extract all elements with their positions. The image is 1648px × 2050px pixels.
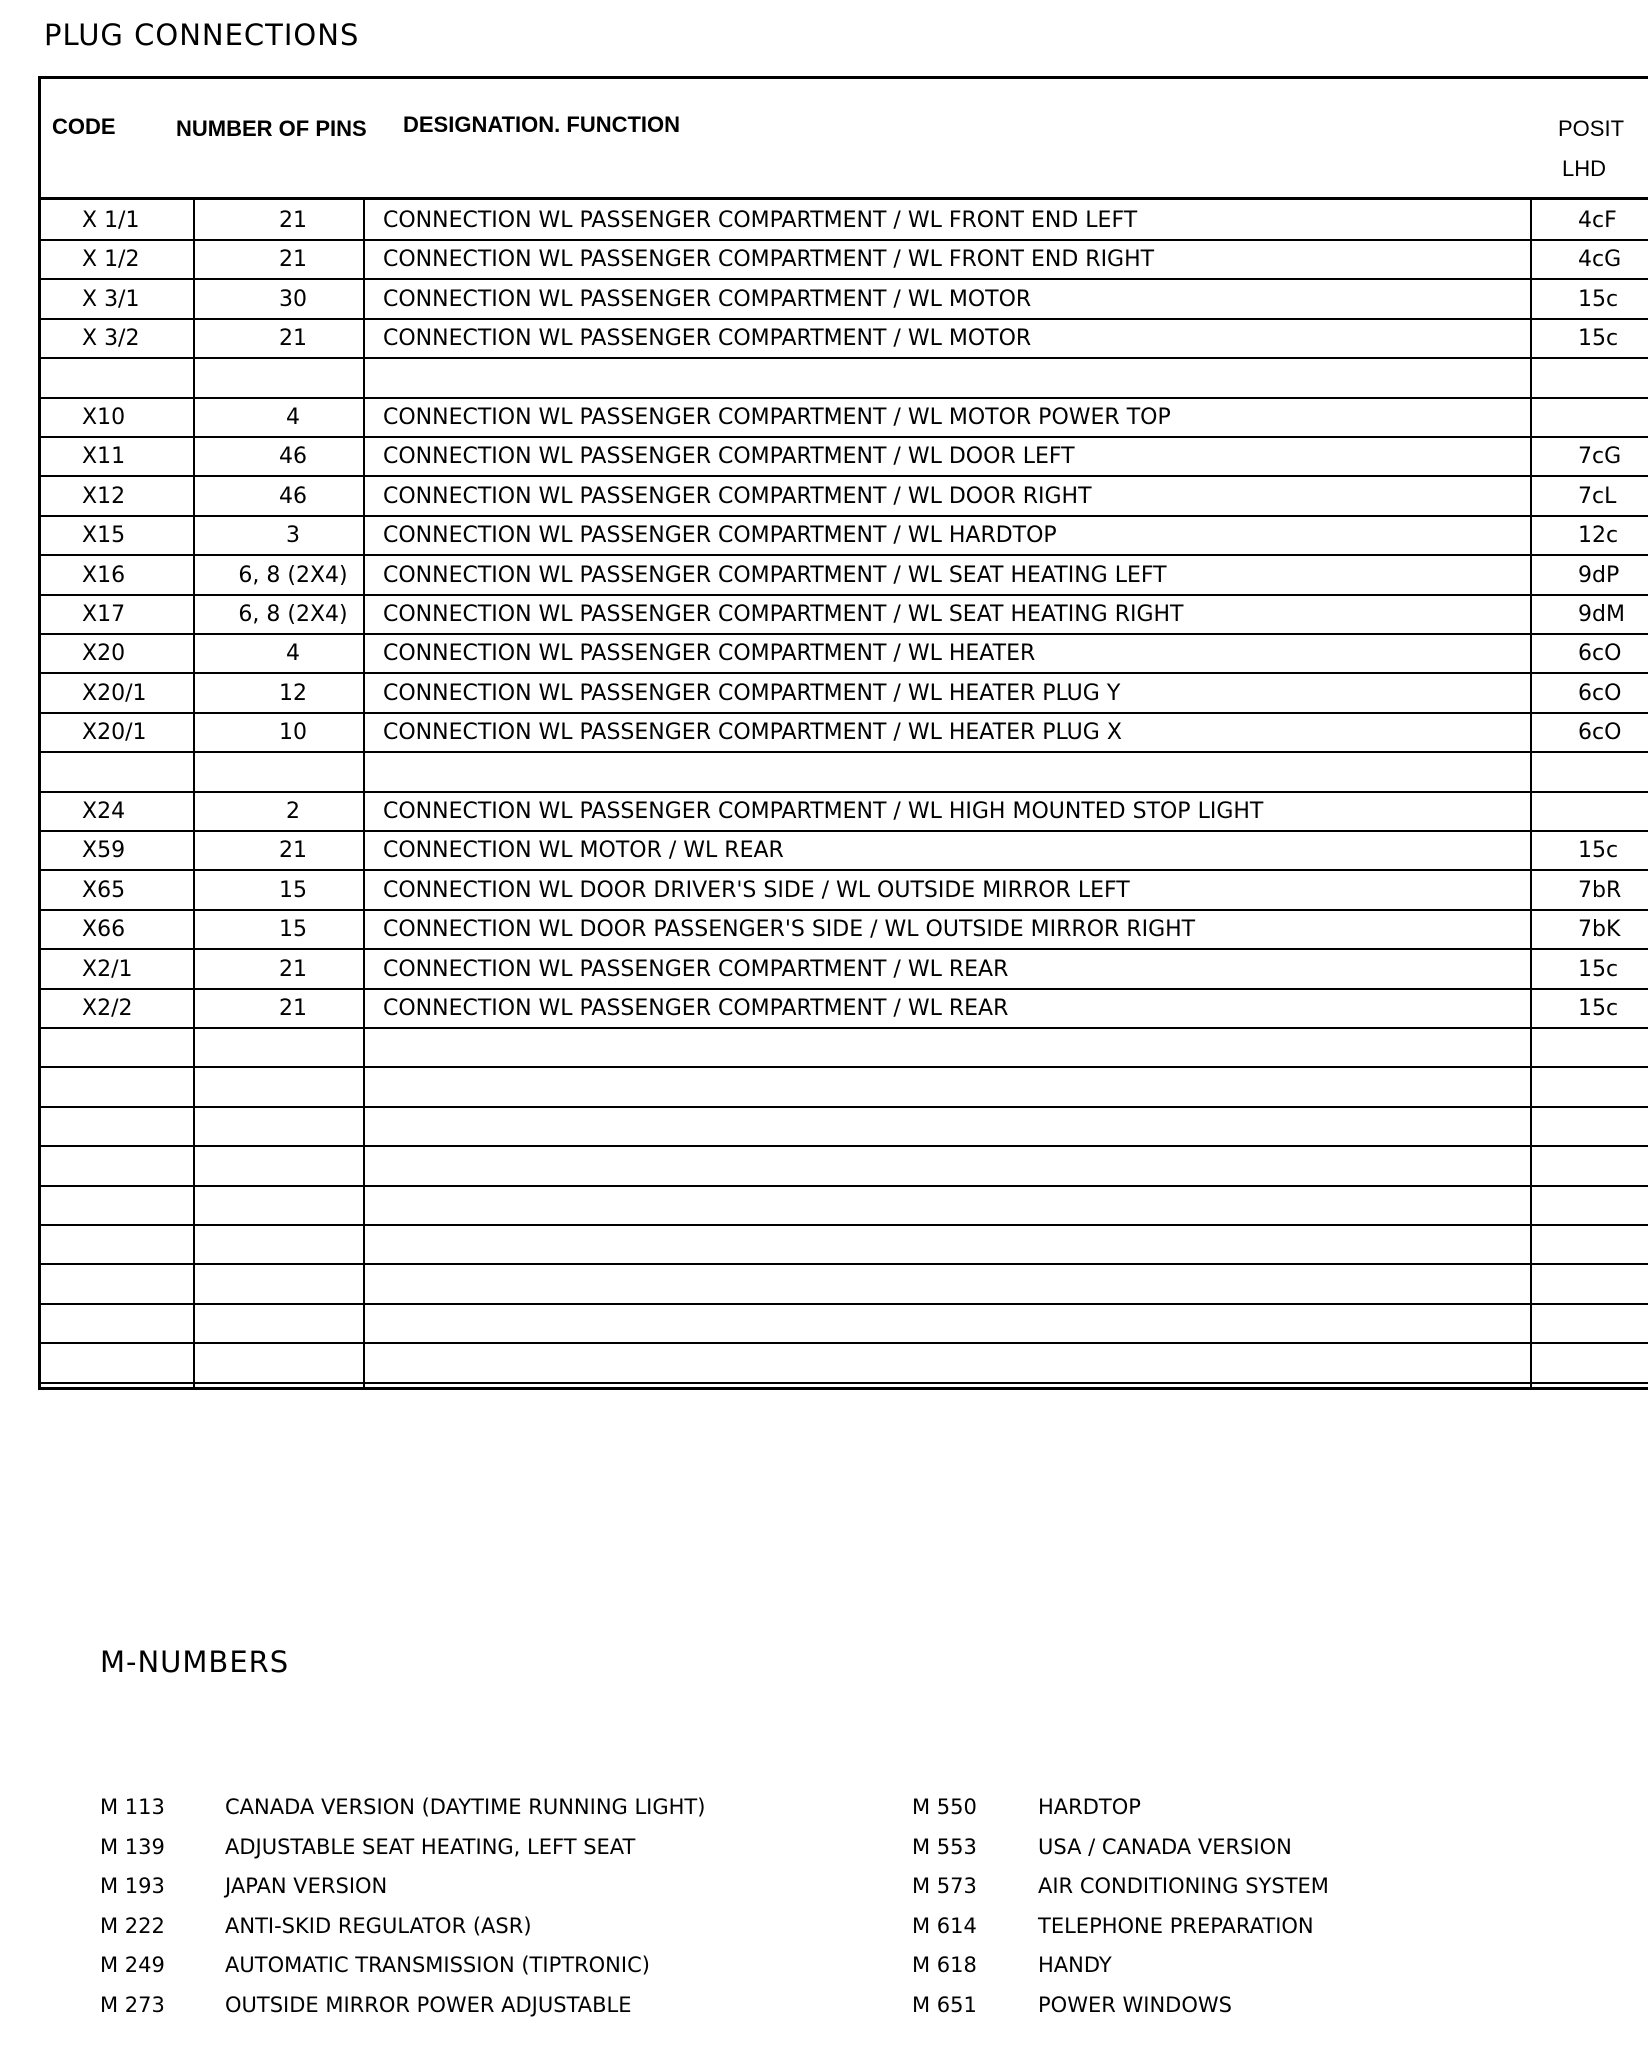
row-position: 12c	[1578, 523, 1619, 549]
row-designation: CONNECTION WL DOOR DRIVER'S SIDE / WL OUTSIDE MIRROR LEFT	[383, 877, 1130, 903]
m-number-description: HARDTOP	[1038, 1795, 1141, 1819]
row-position: 7bK	[1578, 917, 1621, 943]
m-number-code: M 273	[100, 1992, 165, 2017]
row-designation: CONNECTION WL PASSENGER COMPARTMENT / WL REAR	[383, 996, 1009, 1021]
m-number-description: ANTI-SKID REGULATOR (ASR)	[225, 1913, 532, 1938]
row-pins: 6, 8 (2X4)	[238, 602, 348, 627]
m-number-code: M 618	[912, 1953, 977, 1977]
row-code: X59	[82, 838, 126, 864]
header-code: CODE	[52, 114, 116, 139]
header-position-lhd: LHD	[1562, 156, 1607, 181]
m-number-description: AIR CONDITIONING SYSTEM	[1038, 1874, 1329, 1898]
row-designation: CONNECTION WL PASSENGER COMPARTMENT / WL HEATER	[383, 641, 1036, 667]
table-row	[38, 360, 1648, 399]
row-pins: 15	[279, 877, 307, 903]
m-number-code: M 113	[100, 1795, 165, 1819]
table-row	[38, 596, 1648, 635]
table-row	[38, 675, 1648, 714]
row-code: X16	[82, 562, 126, 588]
table-row	[38, 990, 1648, 1029]
m-number-description: USA / CANADA VERSION	[1038, 1834, 1292, 1859]
table-row	[38, 517, 1648, 556]
table-row	[38, 202, 1648, 241]
m-number-description: JAPAN VERSION	[225, 1874, 388, 1898]
table-row	[38, 832, 1648, 871]
m-number-description: OUTSIDE MIRROR POWER ADJUSTABLE	[225, 1992, 632, 2017]
m-number-description: TELEPHONE PREPARATION	[1038, 1913, 1314, 1938]
row-position: 4cG	[1578, 247, 1622, 273]
row-position: 15c	[1578, 286, 1619, 312]
row-pins: 15	[279, 917, 307, 943]
row-pins: 10	[279, 720, 307, 746]
row-position: 7cG	[1578, 444, 1622, 470]
row-designation: CONNECTION WL MOTOR / WL REAR	[383, 838, 784, 864]
table-row	[38, 1345, 1648, 1384]
row-designation: CONNECTION WL PASSENGER COMPARTMENT / WL FRONT END RIGHT	[383, 247, 1155, 273]
row-designation: CONNECTION WL PASSENGER COMPARTMENT / WL SEAT HEATING RIGHT	[383, 602, 1184, 627]
row-designation: CONNECTION WL PASSENGER COMPARTMENT / WL HARDTOP	[383, 523, 1057, 549]
table-row	[38, 911, 1648, 950]
row-position: 9dP	[1578, 562, 1620, 588]
row-designation: CONNECTION WL PASSENGER COMPARTMENT / WL MOTOR	[383, 286, 1032, 312]
row-code: X 1/2	[82, 247, 140, 273]
table-row	[38, 1187, 1648, 1226]
table-row	[38, 714, 1648, 753]
m-number-code: M 553	[912, 1834, 977, 1859]
m-numbers-title: M-NUMBERS	[100, 1645, 290, 1679]
row-code: X10	[82, 405, 126, 430]
row-pins: 21	[279, 996, 307, 1021]
table-row	[38, 281, 1648, 320]
row-designation: CONNECTION WL PASSENGER COMPARTMENT / WL HEATER PLUG X	[383, 720, 1122, 746]
row-pins: 21	[279, 208, 307, 233]
table-row	[38, 1108, 1648, 1147]
table-row	[38, 1148, 1648, 1187]
row-pins: 12	[279, 680, 307, 706]
header-number-of-pins: NUMBER OF PINS	[176, 116, 367, 141]
m-number-code: M 651	[912, 1992, 977, 2017]
row-pins: 4	[286, 641, 300, 667]
row-position: 6cO	[1578, 641, 1622, 667]
table-row	[38, 635, 1648, 674]
row-pins: 21	[279, 838, 307, 864]
row-pins: 21	[279, 956, 307, 982]
row-position: 15c	[1578, 956, 1619, 982]
row-code: X20/1	[82, 720, 147, 746]
table-row	[38, 872, 1648, 911]
table-row	[38, 754, 1648, 793]
row-position: 15c	[1578, 996, 1619, 1021]
row-code: X65	[82, 877, 126, 903]
row-code: X12	[82, 483, 126, 509]
table-row	[38, 1305, 1648, 1344]
row-designation: CONNECTION WL DOOR PASSENGER'S SIDE / WL OUTSIDE MIRROR RIGHT	[383, 917, 1196, 943]
m-number-description: AUTOMATIC TRANSMISSION (TIPTRONIC)	[225, 1953, 650, 1977]
table-row	[38, 438, 1648, 477]
row-position: 4cF	[1578, 208, 1617, 233]
m-number-code: M 573	[912, 1874, 977, 1898]
row-pins: 2	[286, 799, 300, 824]
m-number-code: M 139	[100, 1834, 165, 1859]
table-row	[38, 793, 1648, 832]
m-number-code: M 614	[912, 1913, 977, 1938]
m-number-description: ADJUSTABLE SEAT HEATING, LEFT SEAT	[225, 1834, 636, 1859]
row-position: 9dM	[1578, 602, 1625, 627]
table-row	[38, 1069, 1648, 1108]
row-designation: CONNECTION WL PASSENGER COMPARTMENT / WL MOTOR	[383, 326, 1032, 352]
m-number-description: POWER WINDOWS	[1038, 1992, 1232, 2017]
table-row	[38, 1266, 1648, 1305]
row-designation: CONNECTION WL PASSENGER COMPARTMENT / WL FRONT END LEFT	[383, 208, 1138, 233]
row-pins: 3	[286, 523, 300, 549]
table-row	[38, 557, 1648, 596]
row-position: 7bR	[1578, 877, 1622, 903]
table-row	[38, 320, 1648, 359]
header-designation-function: DESIGNATION. FUNCTION	[403, 112, 681, 137]
row-code: X20/1	[82, 680, 147, 706]
row-code: X66	[82, 917, 126, 943]
row-pins: 6, 8 (2X4)	[238, 562, 348, 588]
row-designation: CONNECTION WL PASSENGER COMPARTMENT / WL HEATER PLUG Y	[383, 680, 1121, 706]
table-row	[38, 951, 1648, 990]
row-code: X17	[82, 602, 126, 627]
row-code: X2/1	[82, 956, 133, 982]
table-row	[38, 1226, 1648, 1265]
table-row	[38, 1029, 1648, 1068]
row-pins: 30	[279, 286, 307, 312]
table-row	[38, 399, 1648, 438]
table-row	[38, 241, 1648, 280]
row-designation: CONNECTION WL PASSENGER COMPARTMENT / WL HIGH MOUNTED STOP LIGHT	[383, 799, 1264, 824]
row-designation: CONNECTION WL PASSENGER COMPARTMENT / WL MOTOR POWER TOP	[383, 405, 1171, 430]
row-designation: CONNECTION WL PASSENGER COMPARTMENT / WL DOOR RIGHT	[383, 483, 1092, 509]
row-position: 6cO	[1578, 680, 1622, 706]
row-pins: 46	[279, 444, 307, 470]
table-row	[38, 478, 1648, 517]
row-code: X24	[82, 799, 126, 824]
row-pins: 46	[279, 483, 307, 509]
row-position: 6cO	[1578, 720, 1622, 746]
m-number-code: M 193	[100, 1874, 165, 1898]
row-position: 15c	[1578, 326, 1619, 352]
header-position: POSIT	[1558, 116, 1625, 141]
row-code: X 3/1	[82, 286, 140, 312]
row-code: X20	[82, 641, 126, 667]
table-header	[38, 76, 1648, 200]
row-designation: CONNECTION WL PASSENGER COMPARTMENT / WL DOOR LEFT	[383, 444, 1075, 470]
row-code: X 1/1	[82, 208, 140, 233]
m-number-code: M 249	[100, 1953, 165, 1977]
row-code: X11	[82, 444, 126, 470]
row-code: X15	[82, 523, 126, 549]
row-code: X2/2	[82, 996, 133, 1021]
m-number-description: CANADA VERSION (DAYTIME RUNNING LIGHT)	[225, 1795, 706, 1819]
m-number-description: HANDY	[1038, 1953, 1112, 1977]
row-designation: CONNECTION WL PASSENGER COMPARTMENT / WL SEAT HEATING LEFT	[383, 562, 1167, 588]
row-designation: CONNECTION WL PASSENGER COMPARTMENT / WL REAR	[383, 956, 1009, 982]
row-pins: 4	[286, 405, 300, 430]
row-pins: 21	[279, 247, 307, 273]
m-number-code: M 222	[100, 1913, 165, 1938]
row-pins: 21	[279, 326, 307, 352]
page-title: PLUG CONNECTIONS	[44, 18, 360, 52]
row-code: X 3/2	[82, 326, 140, 352]
m-number-code: M 550	[912, 1795, 977, 1819]
row-position: 7cL	[1578, 483, 1617, 509]
row-position: 15c	[1578, 838, 1619, 864]
